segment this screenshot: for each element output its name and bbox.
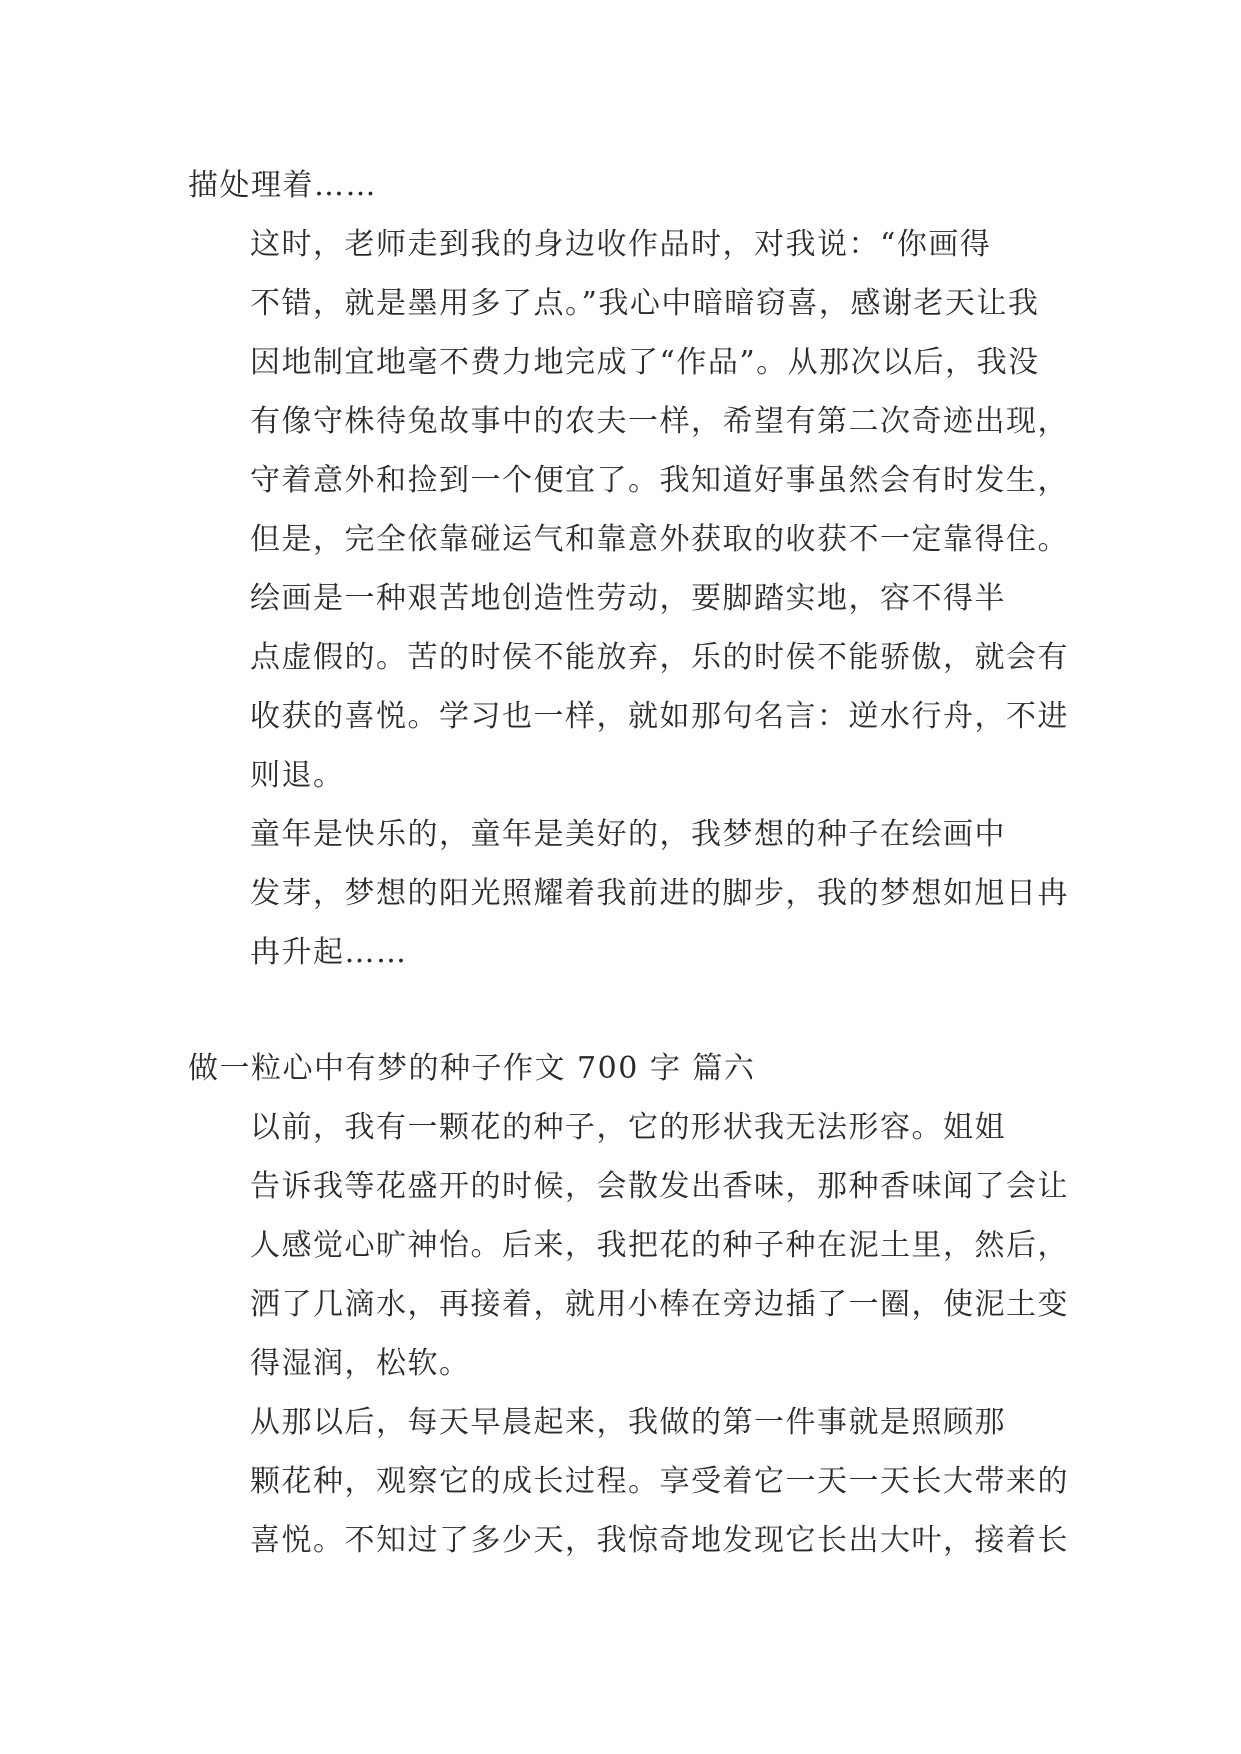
paragraph-painting-labor (188, 569, 1068, 805)
text-line: 洒了几滴水，再接着，就用小棒在旁边插了一圈，使泥土变 (250, 1287, 1069, 1322)
text-line: 告诉我等花盛开的时候，会散发出香味，那种香味闻了会让 (250, 1169, 1069, 1204)
section-heading-text: 做一粒心中有梦的种子作文 700 字 篇六 (188, 1051, 756, 1086)
text-line: 得湿润，松软。 (250, 1346, 471, 1381)
text-line: 冉升起…… (250, 935, 408, 970)
text-line: 有像守株待兔故事中的农夫一样，希望有第二次奇迹出现， (250, 404, 1069, 439)
text-line: 不错，就是墨用多了点。”我心中暗暗窃喜，感谢老天让我 (250, 286, 1040, 321)
section-heading (188, 1039, 1068, 1098)
text-line: 描处理着…… (188, 168, 377, 203)
text-line: 发芽，梦想的阳光照耀着我前进的脚步，我的梦想如旭日冉 (250, 876, 1069, 911)
paragraph-flower-seed (188, 1098, 1068, 1393)
text-line: 童年是快乐的，童年是美好的，我梦想的种子在绘画中 (250, 817, 1006, 852)
paragraph-childhood-dream (188, 805, 1068, 982)
text-line: 收获的喜悦。学习也一样，就如那句名言：逆水行舟，不进 (250, 699, 1069, 734)
text-line: 守着意外和捡到一个便宜了。我知道好事虽然会有时发生， (250, 463, 1069, 498)
text-line: 但是，完全依靠碰运气和靠意外获取的收获不一定靠得住。 (250, 522, 1069, 557)
text-line: 人感觉心旷神怡。后来，我把花的种子种在泥土里，然后， (250, 1228, 1069, 1263)
document-body (188, 156, 1068, 1570)
text-line: 喜悦。不知过了多少天，我惊奇地发现它长出大叶，接着长 (250, 1523, 1069, 1558)
paragraph-teacher-comment (188, 215, 1068, 569)
text-line: 则退。 (250, 758, 345, 793)
section-spacer (188, 982, 1068, 1039)
text-line: 这时，老师走到我的身边收作品时，对我说：“你画得 (250, 227, 992, 262)
paragraph-daily-care (188, 1393, 1068, 1570)
text-line: 绘画是一种艰苦地创造性劳动，要脚踏实地，容不得半 (250, 581, 1006, 616)
text-line: 因地制宜地毫不费力地完成了“作品”。从那次以后，我没 (250, 345, 1040, 380)
text-line: 颗花种，观察它的成长过程。享受着它一天一天长大带来的 (250, 1464, 1069, 1499)
text-line: 点虚假的。苦的时侯不能放弃，乐的时侯不能骄傲，就会有 (250, 640, 1069, 675)
text-line: 以前，我有一颗花的种子，它的形状我无法形容。姐姐 (250, 1110, 1006, 1145)
paragraph-continuation (188, 156, 1068, 215)
text-line: 从那以后，每天早晨起来，我做的第一件事就是照顾那 (250, 1405, 1006, 1440)
